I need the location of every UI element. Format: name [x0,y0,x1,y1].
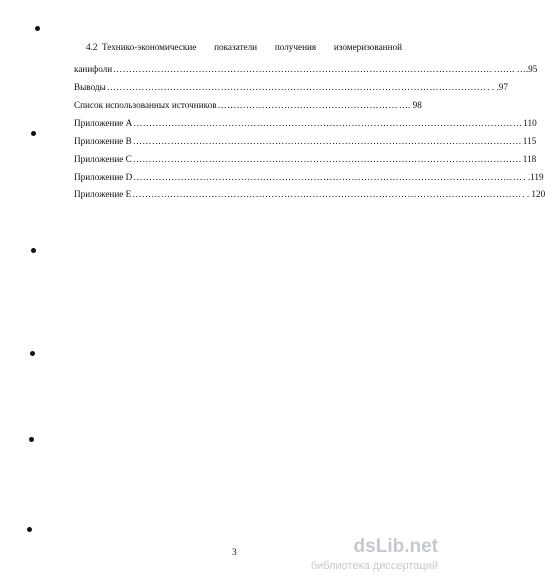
toc-entry-leader: …………………………………………………………………………………………………………… [133,171,523,182]
toc-entry-leader: …………………………………………………………………………………………………………… [132,153,522,164]
toc-entry-leader: ………………………………………………… [217,99,398,110]
toc-entry-label: Приложение E [74,188,132,199]
watermark-subtitle: библиотека диссертаций [310,560,438,572]
toc-entry-page: . .119 [523,171,544,182]
toc-heading-word: показатели [214,42,258,52]
toc-entry-leader: ………………………………………………………………………………………………………… [113,63,493,74]
margin-bullet-6 [27,527,32,532]
margin-bullet-1 [35,26,40,31]
toc-entry-page: 118 [522,153,537,164]
toc-entry-leader: …………………………………………………………………………………………………………… [132,135,522,146]
toc-heading-number: 4.2 [86,42,98,52]
toc-entry-page: …. 98 [398,99,422,110]
toc-entry [74,187,545,199]
toc-heading-text [102,43,402,52]
toc-entry-label: Приложение B [74,135,132,146]
toc-entry-leader: …………………………………………………………………………………………………………… [132,188,522,199]
toc-entry [74,98,422,110]
toc-entry-label: Приложение D [74,171,133,182]
toc-entry-label: канифоли [74,63,113,74]
toc-heading-word: Технико-экономические [102,42,197,52]
toc-entry-label: Приложение C [74,153,132,164]
toc-entry-leader: …………………………………………………………………………………………………………… [133,117,523,128]
toc-entry-label: Приложение А [74,117,133,128]
toc-entry-label: Выводы [74,81,106,92]
watermark [274,536,444,576]
toc-heading-line [74,43,402,55]
margin-bullet-4 [30,351,35,356]
margin-bullet-5 [29,437,34,442]
toc-entry-label: Список использованных источников [74,99,217,110]
watermark-logo: dsLib.net [353,536,438,557]
toc-entry-leader: ………………………………………………………………………………………………………… [106,81,487,92]
toc-entry-page: . . .97 [487,81,508,92]
toc-heading-word: изомеризованной [333,42,402,52]
toc-entry-page: 110 [523,117,537,128]
toc-entry [74,152,537,164]
page-number: 3 [232,548,237,558]
margin-bullet-2 [31,131,36,136]
toc-entry-page: ……. ….95 [493,63,538,74]
toc-entry [74,116,537,128]
toc-entry-page: 115 [522,135,537,146]
toc-entry [74,80,508,92]
toc-entry [74,134,537,146]
toc-entry-page: . . 120 [522,188,545,199]
toc-entry [74,170,544,182]
margin-bullet-3 [31,248,36,253]
toc-heading-word: получения [274,42,317,52]
toc-entry [74,62,538,74]
